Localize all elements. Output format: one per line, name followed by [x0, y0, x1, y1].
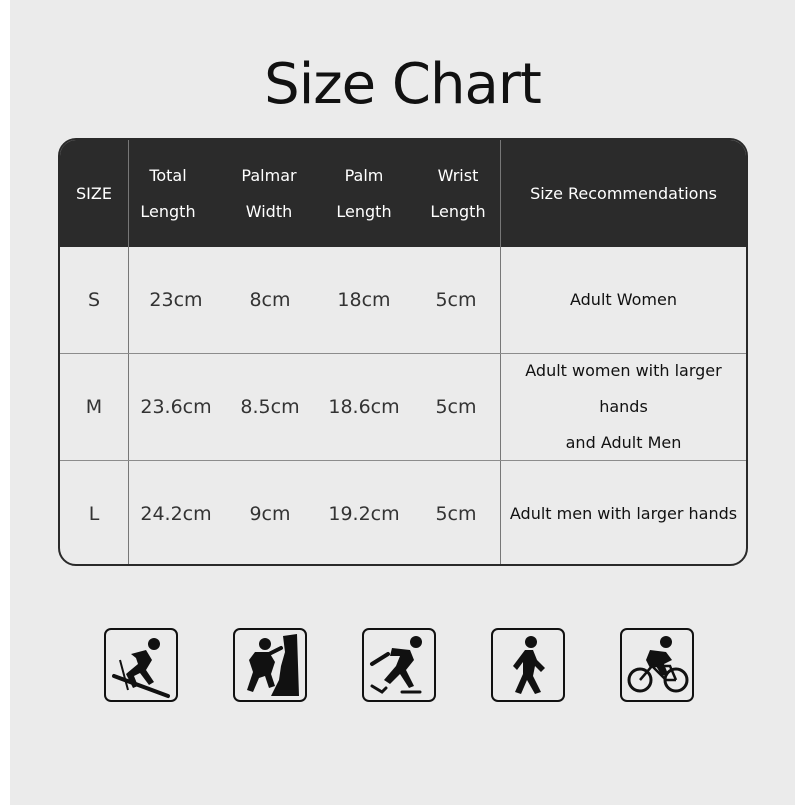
- climbing-icon: [233, 628, 307, 702]
- header-palm-length: [318, 140, 410, 247]
- header-palmar-line2: Width: [245, 201, 293, 221]
- cell-total-length: 23cm: [149, 289, 203, 311]
- cell-palmar-width: 9cm: [249, 503, 291, 525]
- header-palm-line2: Length: [336, 201, 392, 221]
- table-row: [60, 247, 746, 353]
- cell-size: L: [88, 503, 100, 525]
- cell-size: S: [87, 289, 101, 311]
- header-recommendations: [501, 140, 746, 247]
- recommendation-line2: and Adult Men: [565, 433, 682, 452]
- cell-recommendation: [501, 354, 746, 460]
- cell-recommendation: [501, 247, 746, 353]
- table-row: [60, 354, 746, 460]
- cell-total-length: 24.2cm: [140, 503, 212, 525]
- header-total-line2: Length: [140, 201, 196, 221]
- header-size-label: SIZE: [76, 183, 112, 203]
- walking-icon: [491, 628, 565, 702]
- skating-icon: [362, 628, 436, 702]
- recommendation-line1: Adult Women: [569, 290, 677, 309]
- recommendation-line1: Adult women with larger hands: [525, 361, 722, 416]
- cell-palm-length: 18cm: [337, 289, 391, 311]
- table-row: [60, 461, 746, 566]
- header-palmar-width: [222, 140, 316, 247]
- header-wrist-length: [418, 140, 498, 247]
- cycling-icon: [620, 628, 694, 702]
- header-wrist-line1: Wrist: [437, 165, 479, 185]
- cell-palm-length: 19.2cm: [328, 503, 400, 525]
- page-title: Size Chart: [264, 52, 541, 117]
- cell-palm-length: 18.6cm: [328, 396, 400, 418]
- header-total-length: [128, 140, 208, 247]
- header-size: [60, 140, 128, 247]
- skiing-icon: [104, 628, 178, 702]
- activity-icons: [0, 628, 805, 706]
- cell-wrist-length: 5cm: [435, 289, 477, 311]
- cell-recommendation: [501, 461, 746, 566]
- header-wrist-line2: Length: [430, 201, 486, 221]
- cell-wrist-length: 5cm: [435, 503, 477, 525]
- header-recommendations-label: Size Recommendations: [530, 183, 717, 203]
- header-palmar-line1: Palmar: [241, 165, 297, 185]
- cell-palmar-width: 8.5cm: [240, 396, 300, 418]
- table-header: [60, 140, 746, 247]
- cell-total-length: 23.6cm: [140, 396, 212, 418]
- header-palm-line1: Palm: [344, 165, 384, 185]
- recommendation-line1: Adult men with larger hands: [509, 504, 738, 523]
- size-table: [58, 138, 748, 566]
- header-total-line1: Total: [149, 165, 187, 185]
- cell-wrist-length: 5cm: [435, 396, 477, 418]
- cell-size: M: [85, 396, 103, 418]
- cell-palmar-width: 8cm: [249, 289, 291, 311]
